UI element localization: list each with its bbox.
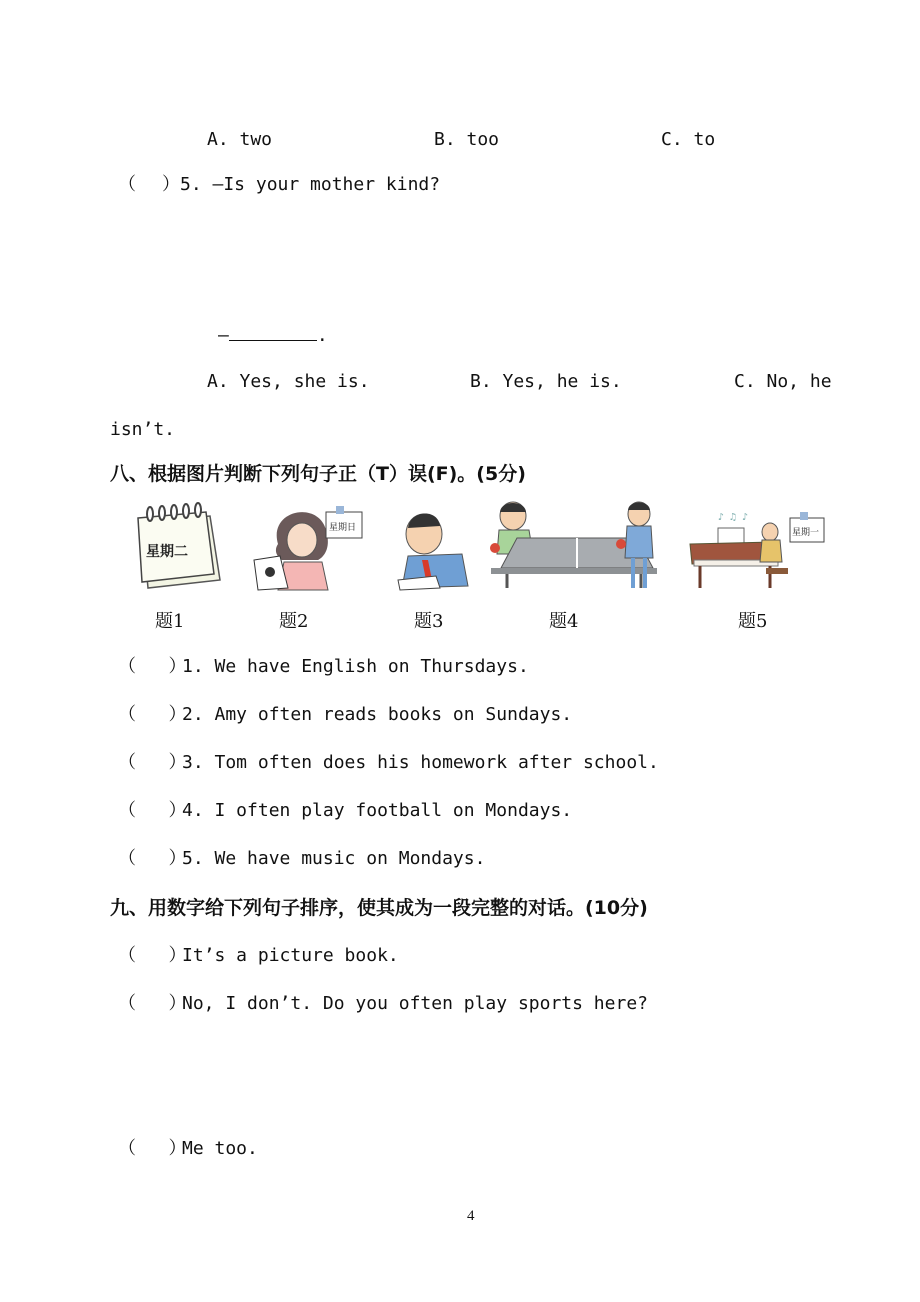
item-text: 1. We have English on Thursdays. <box>182 656 529 677</box>
picture-caption-2: 题2 <box>279 611 309 632</box>
q4-option-c: C. to <box>661 129 716 150</box>
answer-paren-close: ） <box>162 174 180 195</box>
true-false-item <box>118 847 485 871</box>
item-text: 2. Amy often reads books on Sundays. <box>182 704 573 725</box>
item-text: No, I don’t. Do you often play sports here? <box>182 993 648 1014</box>
q5-answer-blank <box>218 322 328 348</box>
order-item <box>118 992 648 1016</box>
item-text: 3. Tom often does his homework after school. <box>182 752 659 773</box>
picture-caption-3: 题3 <box>414 611 444 632</box>
true-false-item <box>118 751 659 775</box>
true-false-item <box>118 799 572 823</box>
table-tennis-picture <box>487 498 662 592</box>
monday-sign-text: 星期一 <box>792 528 820 538</box>
item-text: 4. I often play football on Mondays. <box>182 800 573 821</box>
section9-title: 九、用数字给下列句子排序，使其成为一段完整的对话。(10分) <box>110 897 648 919</box>
calendar-tuesday-picture <box>128 502 228 590</box>
q5-option-a: A. Yes, she is. <box>207 371 370 392</box>
q5-option-c: C. No, he <box>734 371 832 392</box>
page-number: 4 <box>467 1208 475 1224</box>
q4-option-a: A. two <box>207 129 273 150</box>
answer-paren[interactable]: （ ） <box>118 1138 187 1159</box>
dash: — <box>218 325 229 346</box>
true-false-item <box>118 655 529 679</box>
item-text: Me too. <box>182 1138 258 1159</box>
q5-option-b: B. Yes, he is. <box>470 371 622 392</box>
picture-caption-5: 题5 <box>738 611 768 632</box>
q5-text: 5. —Is your mother kind? <box>180 174 441 195</box>
item-text: 5. We have music on Mondays. <box>182 848 486 869</box>
section8-title: 八、根据图片判断下列句子正（T）误(F)。(5分) <box>110 463 526 485</box>
boy-homework-picture <box>392 500 472 592</box>
period: . <box>316 325 328 346</box>
answer-paren[interactable]: （ ） <box>118 752 187 773</box>
q4-option-b: B. too <box>434 129 500 150</box>
piano-picture <box>688 498 828 592</box>
q5-stem <box>118 173 440 197</box>
item-text: It’s a picture book. <box>182 945 399 966</box>
picture-caption-1: 题1 <box>155 611 185 632</box>
answer-paren[interactable]: （ ） <box>118 704 187 725</box>
answer-paren[interactable]: （ ） <box>118 848 187 869</box>
order-item <box>118 1137 258 1161</box>
true-false-item <box>118 703 572 727</box>
girl-reading-picture <box>248 500 368 592</box>
q5-option-c-continued: isn’t. <box>110 419 176 440</box>
calendar-sign-text: 星期二 <box>146 544 188 560</box>
svg-text:♪ ♫ ♪: ♪ ♫ ♪ <box>718 512 749 523</box>
answer-paren[interactable]: （ ） <box>118 945 187 966</box>
answer-paren-open: （ <box>118 174 136 195</box>
sunday-sign-text: 星期日 <box>329 523 357 533</box>
answer-paren[interactable]: （ ） <box>118 656 187 677</box>
answer-blank[interactable] <box>229 322 317 341</box>
answer-paren[interactable]: （ ） <box>118 800 187 821</box>
picture-caption-4: 题4 <box>549 611 579 632</box>
order-item <box>118 944 399 968</box>
answer-paren[interactable]: （ ） <box>118 993 187 1014</box>
